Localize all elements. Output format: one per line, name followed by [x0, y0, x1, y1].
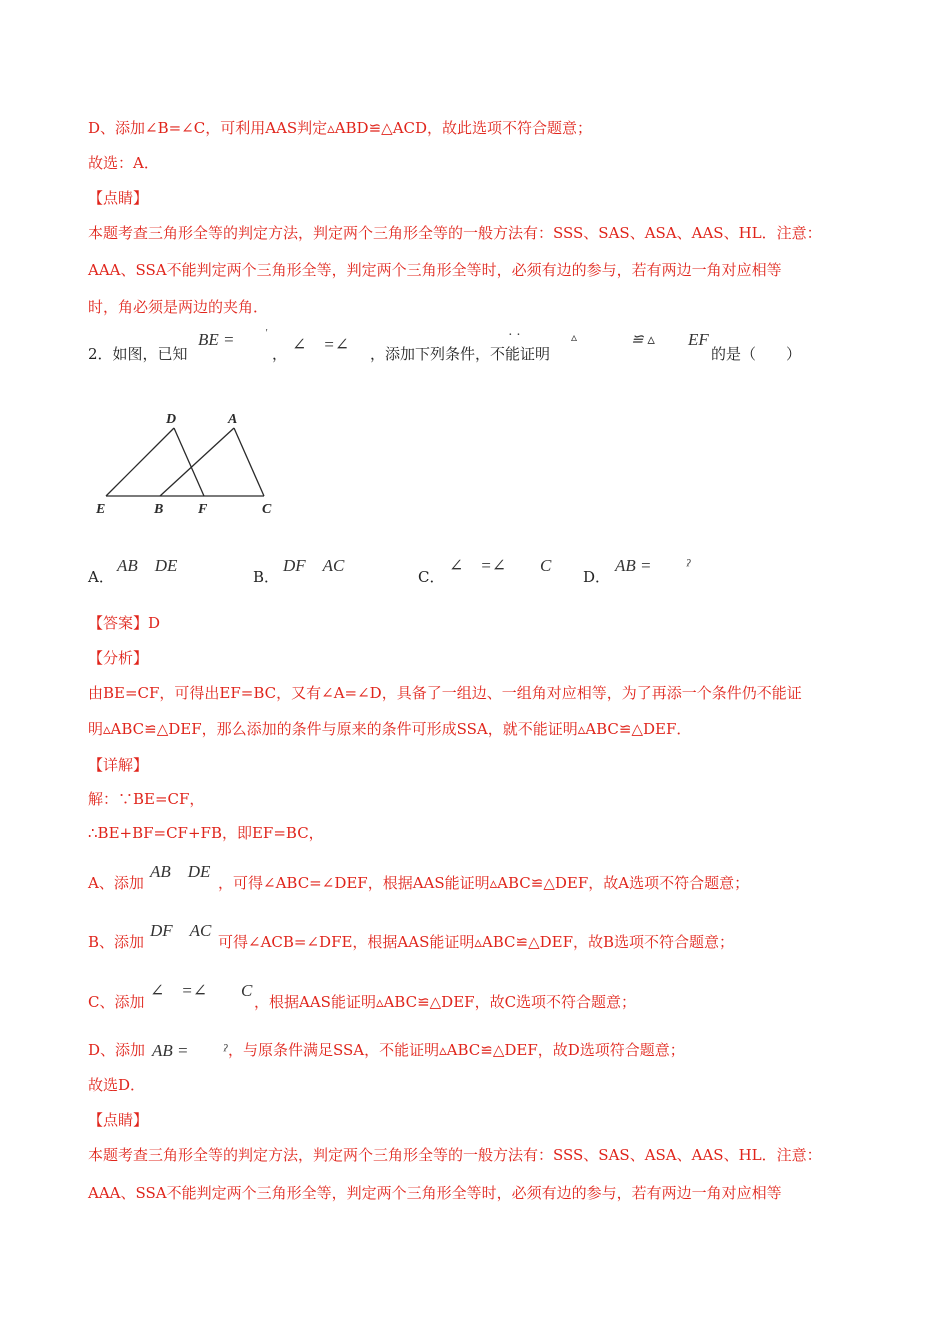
label-f: F — [198, 502, 208, 517]
detail-d-suffix: ，与原条件满足SSA，不能证明▵ABC≌△DEF，故D选项符合题意； — [228, 1041, 685, 1059]
option-b-letter: B． — [253, 568, 280, 586]
question-emphasis-dots: · · — [508, 328, 521, 343]
choose-d-line: 故选D． — [88, 1076, 146, 1094]
xiangjie-line-2: ∴BE+BF=CF+FB，即EF=BC， — [88, 824, 324, 842]
triangle-figure-svg — [86, 402, 286, 522]
detail-b-formula: DF AC — [150, 921, 212, 940]
label-a: A — [228, 412, 238, 427]
label-c: C — [262, 502, 272, 517]
segment-ac — [234, 428, 264, 496]
heading-dianjing-1: 【点睛】 — [88, 189, 149, 207]
answer-line: 【答案】D — [88, 614, 161, 632]
option-c-formula: ∠ =∠ C — [449, 556, 552, 575]
label-e: E — [96, 502, 106, 517]
question-formula-fragment: ▵ — [571, 330, 578, 344]
dianjing-1-line-2: AAA、SSA不能判定两个三角形全等，判定两个三角形全等时，必须有边的参与，若有两边一角对应相等 — [88, 261, 782, 279]
question-formula-fragment: ∠ =∠ — [292, 335, 349, 354]
detail-d-formula: AB = ˀ — [152, 1041, 228, 1060]
label-b: B — [154, 502, 164, 517]
detail-a-formula: AB DE — [150, 862, 211, 881]
label-d: D — [166, 412, 177, 427]
detail-c-suffix: ，根据AAS能证明▵ABC≌△DEF，故C选项不符合题意； — [254, 993, 637, 1011]
detail-d-prefix: D、添加 — [88, 1041, 146, 1059]
detail-c-formula: ∠ =∠ C — [150, 981, 253, 1000]
question-formula-fragment: BE = — [198, 330, 235, 349]
question-suffix: 的是（ ） — [711, 345, 802, 363]
detail-c-prefix: C、添加 — [88, 993, 145, 1011]
fenxi-line-1: 由BE=CF，可得出EF=BC，又有∠A=∠D，具备了一组边、一组角对应相等，为了再添一个条件仍不能证 — [88, 684, 802, 702]
option-b-formula: DF AC — [283, 556, 345, 575]
detail-a-suffix: ，可得∠ABC=∠DEF，根据AAS能证明▵ABC≌△DEF，故A选项不符合题意； — [218, 874, 750, 892]
question-prefix: 2．如图，已知 — [88, 345, 188, 363]
option-a-letter: A． — [88, 568, 114, 586]
option-c-letter: C． — [418, 568, 445, 586]
xiangjie-line-1: 解：∵BE=CF， — [88, 790, 205, 808]
segment-de — [106, 428, 174, 496]
segment-ab — [160, 428, 234, 496]
detail-a-prefix: A、添加 — [88, 874, 144, 892]
heading-dianjing-2: 【点睛】 — [88, 1111, 149, 1129]
detail-b-suffix: 可得∠ACB=∠DFE，根据AAS能证明▵ABC≌△DEF，故B选项不符合题意； — [218, 933, 735, 951]
question-formula-fragment: ≌ ▵ — [631, 332, 655, 348]
dianjing-2-line-2: AAA、SSA不能判定两个三角形全等，判定两个三角形全等时，必须有边的参与，若有两边一角对应相等 — [88, 1184, 782, 1202]
line-choose-a: 故选：A． — [88, 154, 159, 172]
option-d-formula: AB = ˀ — [615, 556, 691, 575]
dianjing-1-line-1: 本题考查三角形全等的判定方法，判定两个三角形全等的一般方法有：SSS、SAS、ASA、AAS、HL．注意： — [88, 224, 822, 242]
fenxi-line-2: 明▵ABC≌△DEF，那么添加的条件与原来的条件可形成SSA，就不能证明▵ABC≌△DEF． — [88, 720, 692, 738]
heading-fenxi: 【分析】 — [88, 649, 149, 667]
question-formula-fragment: EF — [688, 330, 709, 349]
dianjing-2-line-1: 本题考查三角形全等的判定方法，判定两个三角形全等的一般方法有：SSS、SAS、ASA、AAS、HL．注意： — [88, 1146, 822, 1164]
line-option-d-previous: D、添加∠B=∠C，可利用AAS判定▵ABD≌△ACD，故此选项不符合题意； — [88, 119, 593, 137]
question-formula-fragment: ' — [265, 328, 268, 339]
option-d-letter: D． — [583, 568, 611, 586]
dianjing-1-line-3: 时，角必须是两边的夹角． — [88, 298, 269, 316]
option-a-formula: AB DE — [117, 556, 178, 575]
detail-b-prefix: B、添加 — [88, 933, 145, 951]
segment-df — [174, 428, 204, 496]
heading-xiangjie: 【详解】 — [88, 756, 149, 774]
triangle-figure — [86, 402, 286, 522]
question-comma: ， — [272, 345, 288, 363]
question-middle-text: ，添加下列条件，不能证明 — [370, 345, 551, 363]
